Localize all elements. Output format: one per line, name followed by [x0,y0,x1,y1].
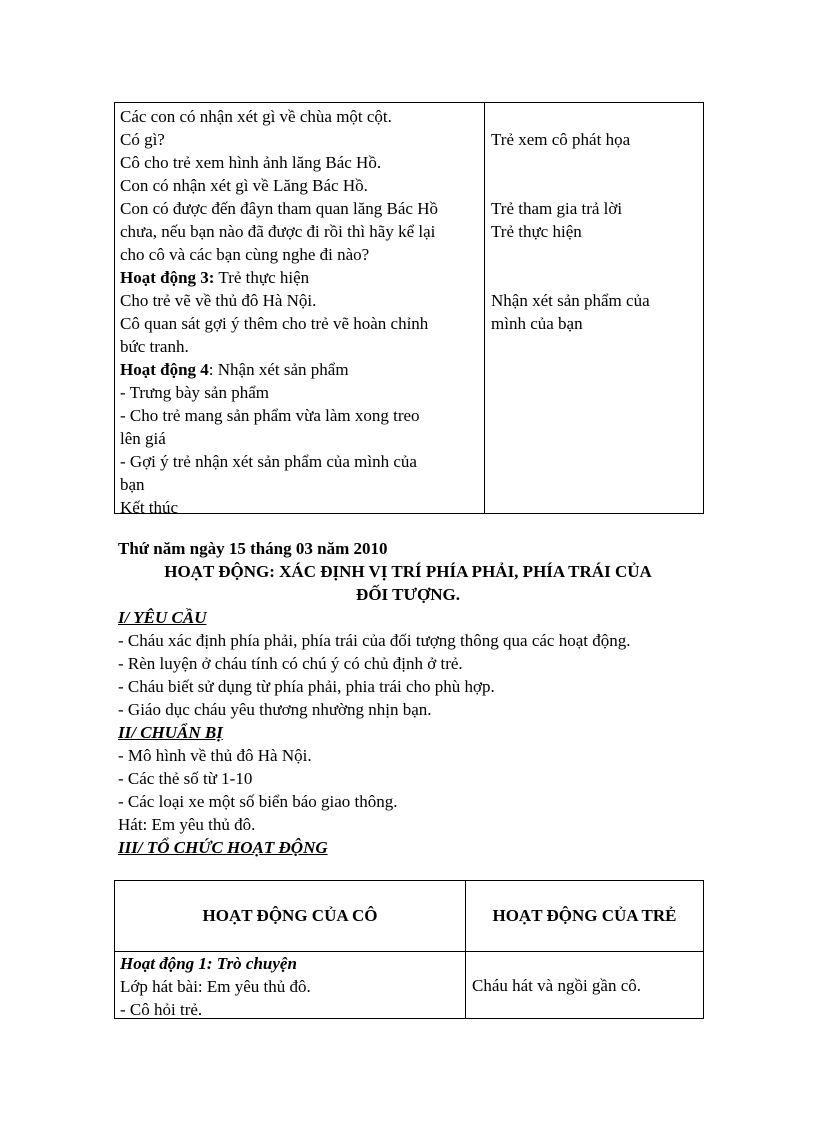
table-line-text: - Trưng bày sản phẩm [120,383,269,402]
table-line-text: Các con có nhận xét gì về chùa một cột. [120,107,392,126]
table-line [120,473,482,496]
lesson-date: Thứ năm ngày 15 tháng 03 năm 2010 [118,539,388,558]
requirement-item: - Rèn luyện ở cháu tính có chú ý có chủ định ở trẻ. [118,654,463,673]
preparation-item: - Mô hình về thủ đô Hà Nội. [118,746,312,765]
child-activity-cell [472,952,702,1019]
child-activity-line: Trẻ tham gia trả lời [491,199,623,218]
child-activity-cell [491,105,701,335]
table-line-text: Trẻ thực hiện [214,268,310,287]
table-line [120,450,482,473]
lesson-title-line-2: ĐỐI TƯỢNG. [356,585,460,604]
preparation-item: Hát: Em yêu thủ đô. [118,815,256,834]
table-line [120,197,482,220]
table-line-text: Kết thúc [120,498,179,517]
preparation-item: - Các thẻ số từ 1-10 [118,769,253,788]
lesson-title-line-1: HOẠT ĐỘNG: XÁC ĐỊNH VỊ TRÍ PHÍA PHẢI, PHÍA TRÁI CỦA [164,562,652,581]
table-line-text: - Cho trẻ mang sản phẩm vừa làm xong treo [120,406,420,425]
table-line [120,128,482,151]
child-activity-line: Nhận xét sản phẩm của [491,291,650,310]
teacher-activity-cell [120,105,482,519]
preparation-item: - Các loại xe một số biển báo giao thông. [118,792,398,811]
table-line-text: Con có nhận xét gì về Lăng Bác Hồ. [120,176,368,195]
table-line-text: : Nhận xét sản phẩm [208,360,349,379]
table-line-text: Cho trẻ vẽ về thủ đô Hà Nội. [120,291,317,310]
table-line [120,289,482,312]
table-column-divider [484,103,485,513]
activity-table [114,880,704,1019]
table-line [120,427,482,450]
teacher-activity-cell [120,952,460,1021]
child-activity-line: mình của bạn [491,314,583,333]
child-activity-line [491,151,701,174]
table-line [120,335,482,358]
child-activity-line [491,243,701,266]
table-line-text: Con có được đến đâyn tham quan lăng Bác Hồ [120,199,438,218]
table-line [120,266,482,289]
table-line [120,358,482,381]
table-line [120,381,482,404]
child-activity-line: Trẻ thực hiện [491,222,582,241]
table-line-text: - Gợi ý trẻ nhận xét sản phẩm của mình của [120,452,417,471]
child-activity-line [491,174,701,197]
table-line [120,312,482,335]
section-heading-organization: III/ TỔ CHỨC HOẠT ĐỘNG [118,838,328,857]
requirement-item: - Cháu biết sử dụng từ phía phải, phia trái cho phù hợp. [118,677,495,696]
table-line [120,243,482,266]
table-line [120,220,482,243]
lesson-plan-body [118,537,718,859]
activity-line: - Cô hỏi trẻ. [120,1000,203,1019]
activity-line: Lớp hát bài: Em yêu thủ đô. [120,977,311,996]
activity-heading: Hoạt động 4 [120,360,209,379]
header-teacher-activity: HOẠT ĐỘNG CỦA CÔ [202,906,378,925]
section-heading-requirements: I/ YÊU CẦU [118,608,207,627]
table-line [120,174,482,197]
child-activity-line [491,105,701,128]
table-line [120,105,482,128]
section-heading-preparation: II/ CHUẨN BỊ [118,723,223,742]
activity-1-heading: Hoạt động 1: Trò chuyện [120,954,297,973]
table-line [120,151,482,174]
table-line-text: lên giá [120,429,166,448]
table-line-text: Có gì? [120,130,165,149]
requirement-item: - Cháu xác định phía phải, phía trái của đối tượng thông qua các hoạt động. [118,631,631,650]
child-activity-text: Cháu hát và ngồi gần cô. [472,975,642,995]
activity-heading: Hoạt động 3: [120,268,215,287]
table-line [120,496,482,519]
child-activity-line: Trẻ xem cô phát họa [491,130,631,149]
table-line-text: Cô quan sát gợi ý thêm cho trẻ vẽ hoàn chỉnh [120,314,429,333]
table-line-text: bức tranh. [120,337,189,356]
table-line [120,404,482,427]
activity-table-continued [114,102,704,517]
requirement-item: - Giáo dục cháu yêu thương nhường nhịn bạn. [118,700,432,719]
table-line-text: chưa, nếu bạn nào đã được đi rồi thì hãy kể lại [120,222,436,241]
header-child-activity: HOẠT ĐỘNG CỦA TRẺ [492,906,677,925]
child-activity-line [491,266,701,289]
table-line-text: bạn [120,475,145,494]
table-line-text: cho cô và các bạn cùng nghe đi nào? [120,245,370,264]
table-line-text: Cô cho trẻ xem hình ảnh lăng Bác Hồ. [120,153,382,172]
